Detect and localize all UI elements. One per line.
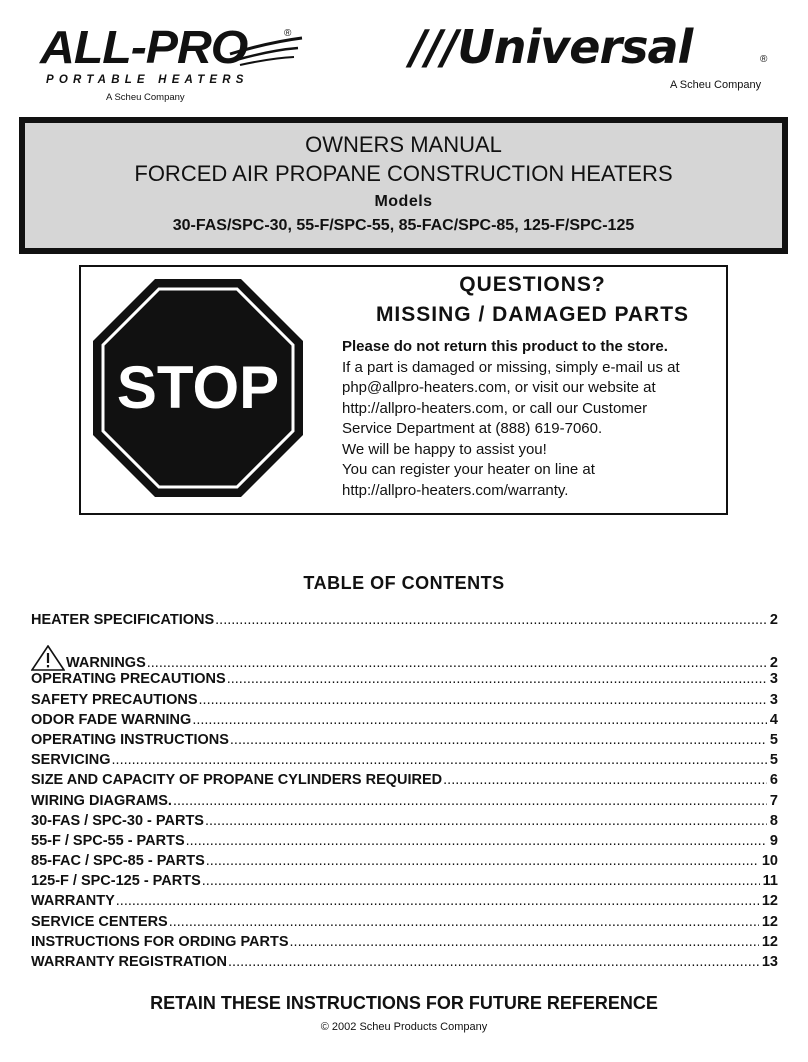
- toc-entry[interactable]: [31, 712, 778, 732]
- toc-leader: [443, 772, 767, 788]
- toc-entry-label: OPERATING PRECAUTIONS: [31, 671, 226, 688]
- toc-entry-label: 55-F / SPC-55 - PARTS: [31, 832, 185, 849]
- toc-entry-page: 12: [761, 893, 778, 910]
- toc-leader: [173, 793, 767, 809]
- models-label: Models: [374, 193, 433, 210]
- allpro-company: A Scheu Company: [106, 92, 185, 103]
- table-of-contents: [31, 612, 778, 974]
- toc-entry[interactable]: [31, 813, 778, 833]
- toc-leader: [199, 692, 767, 708]
- toc-entry[interactable]: [31, 914, 778, 934]
- toc-entry[interactable]: [31, 853, 778, 873]
- body-line: If a part is damaged or missing, simply e-mail us at: [342, 358, 680, 376]
- toc-leader: [147, 655, 767, 671]
- universal-company: A Scheu Company: [670, 79, 762, 91]
- title-box: [19, 117, 788, 254]
- toc-leader: [215, 612, 767, 628]
- toc-entry-page: 5: [769, 731, 778, 748]
- toc-entry-label: WARNINGS: [66, 655, 146, 672]
- body-line: Service Department at (888) 619-7060.: [342, 420, 603, 437]
- toc-entry[interactable]: [31, 772, 778, 792]
- toc-entry-page: 10: [761, 853, 778, 870]
- body-line: http://allpro-heaters.com/warranty.: [342, 481, 569, 499]
- toc-entry[interactable]: [31, 732, 778, 752]
- toc-entry[interactable]: [31, 752, 778, 772]
- toc-entry-page: 9: [769, 832, 778, 849]
- toc-entry-page: 8: [769, 812, 778, 829]
- toc-entry-label: WARRANTY: [31, 893, 115, 910]
- universal-registered-mark: ®: [760, 54, 768, 65]
- toc-entry-page: 11: [762, 873, 778, 890]
- toc-entry[interactable]: [31, 873, 778, 893]
- do-not-return-note: Please do not return this product to the store.: [342, 338, 668, 355]
- toc-entry-page: 5: [769, 752, 778, 769]
- toc-entry-label: 30-FAS / SPC-30 - PARTS: [31, 812, 204, 829]
- toc-entry-label: ODOR FADE WARNING: [31, 711, 192, 728]
- toc-entry-label: OPERATING INSTRUCTIONS: [31, 731, 229, 748]
- body-line: http://allpro-heaters.com, or call our Customer: [342, 399, 648, 417]
- toc-entry[interactable]: [31, 934, 778, 954]
- toc-entry[interactable]: [31, 793, 778, 813]
- allpro-tagline: PORTABLE HEATERS: [46, 74, 249, 86]
- allpro-logo: [40, 21, 310, 114]
- questions-heading: QUESTIONS?: [459, 273, 606, 296]
- body-line: You can register your heater on line at: [342, 461, 595, 478]
- toc-leader: [206, 853, 759, 869]
- toc-entry[interactable]: [31, 692, 778, 712]
- toc-entry[interactable]: [31, 833, 778, 853]
- toc-entry-page: 12: [761, 933, 778, 950]
- toc-entry-page: 3: [769, 671, 778, 688]
- toc-leader: [290, 934, 759, 950]
- toc-title: TABLE OF CONTENTS: [303, 573, 505, 593]
- questions-box: [79, 265, 728, 515]
- toc-entry-label: SERVICING: [31, 752, 111, 769]
- toc-entry-page: 3: [769, 691, 778, 708]
- allpro-brand: ALL-PRO: [40, 21, 248, 73]
- toc-entry-label: WARRANTY REGISTRATION: [31, 954, 228, 970]
- toc-entry-label: WIRING DIAGRAMS.: [31, 792, 172, 809]
- toc-entry[interactable]: [31, 671, 778, 691]
- toc-entry-page: 4: [769, 711, 778, 728]
- toc-entry[interactable]: [31, 645, 778, 672]
- toc-leader: [192, 712, 767, 728]
- toc-entry-page: 13: [761, 954, 778, 970]
- models-list: 30-FAS/SPC-30, 55-F/SPC-55, 85-FAC/SPC-85, 125-F/SPC-125: [172, 217, 635, 234]
- universal-brand: ///Universal: [410, 20, 693, 74]
- toc-entry[interactable]: [31, 893, 778, 913]
- toc-leader: [112, 752, 767, 768]
- manual-title: OWNERS MANUAL: [305, 132, 502, 157]
- toc-entry-label: SAFETY PRECAUTIONS: [31, 691, 198, 708]
- toc-leader: [169, 914, 759, 930]
- toc-entry-label: SIZE AND CAPACITY OF PROPANE CYLINDERS REQUIRED: [31, 772, 443, 789]
- toc-entry[interactable]: [31, 954, 778, 974]
- toc-entry-page: 2: [769, 655, 778, 672]
- stop-sign-text: STOP: [116, 354, 280, 421]
- body-line: We will be happy to assist you!: [342, 440, 547, 458]
- manual-subtitle: FORCED AIR PROPANE CONSTRUCTION HEATERS: [134, 161, 673, 186]
- copyright: © 2002 Scheu Products Company: [320, 1021, 488, 1033]
- stop-sign-icon: [91, 277, 305, 499]
- toc-entry-label: SERVICE CENTERS: [31, 913, 168, 930]
- allpro-registered-mark: ®: [284, 28, 292, 39]
- missing-parts-heading: MISSING / DAMAGED PARTS: [375, 303, 690, 326]
- toc-entry-label: 125-F / SPC-125 - PARTS: [31, 873, 201, 890]
- toc-entry-label: HEATER SPECIFICATIONS: [31, 612, 215, 628]
- universal-logo: [410, 20, 780, 104]
- questions-body: [342, 337, 722, 501]
- toc-leader: [116, 893, 759, 909]
- toc-leader: [230, 732, 767, 748]
- toc-leader: [186, 833, 767, 849]
- toc-entry-page: 2: [769, 612, 778, 628]
- warning-triangle-icon: [31, 645, 65, 671]
- toc-entry-page: 7: [769, 792, 778, 809]
- toc-entry-label: 85-FAC / SPC-85 - PARTS: [31, 853, 205, 870]
- body-line: php@allpro-heaters.com, or visit our website at: [342, 379, 656, 396]
- retain-instructions-note: RETAIN THESE INSTRUCTIONS FOR FUTURE REFERENCE: [150, 993, 658, 1013]
- toc-leader: [202, 873, 760, 889]
- toc-entry-page: 12: [761, 913, 778, 930]
- toc-entry-label-wrap: [31, 645, 146, 671]
- toc-entry-page: 6: [769, 772, 778, 789]
- toc-entry-label: INSTRUCTIONS FOR ORDING PARTS: [31, 933, 289, 950]
- toc-entry[interactable]: [31, 612, 778, 632]
- toc-leader: [228, 954, 759, 970]
- toc-leader: [227, 671, 767, 687]
- toc-leader: [205, 813, 767, 829]
